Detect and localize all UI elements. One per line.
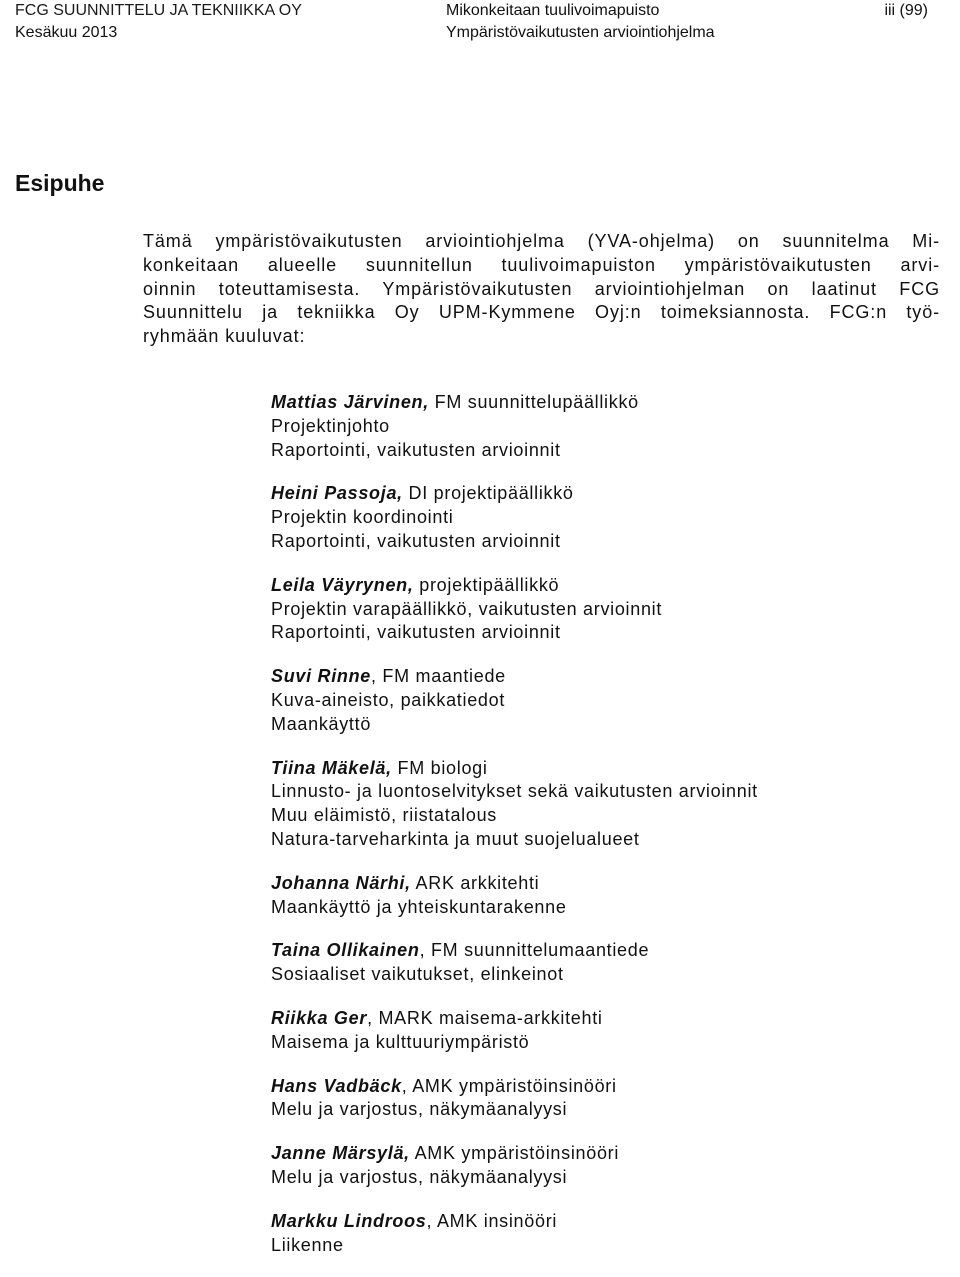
member-role: Projektinjohto [271, 415, 390, 436]
team-list [271, 391, 931, 1277]
member-title: projektipäällikkö [413, 574, 560, 595]
member-role: Projektin varapäällikkö, vaikutusten arvioinnit [271, 598, 663, 619]
member-name: Tiina Mäkelä, [271, 757, 392, 778]
member-title: FM biologi [391, 757, 488, 778]
member-heading [271, 872, 931, 896]
member-heading [271, 939, 931, 963]
member-role: Melu ja varjostus, näkymäanalyysi [271, 1099, 568, 1120]
team-member [271, 665, 931, 736]
member-heading [271, 1142, 931, 1166]
member-title: , FM suunnittelumaantiede [419, 940, 650, 961]
member-role: Liikenne [271, 1234, 344, 1255]
member-role: Natura-tarveharkinta ja muut suojelualueet [271, 828, 640, 849]
member-title: , FM maantiede [371, 666, 506, 687]
member-title: AMK ympäristöinsinööri [409, 1143, 620, 1164]
member-role: Sosiaaliset vaikutukset, elinkeinot [271, 964, 564, 985]
team-member [271, 939, 931, 987]
member-title: , AMK insinööri [426, 1210, 558, 1231]
member-name: Suvi Rinne [271, 666, 372, 687]
team-member [271, 1007, 931, 1055]
member-title: ARK arkkitehti [410, 872, 540, 893]
member-role: Maankäyttö ja yhteiskuntarakenne [271, 896, 567, 917]
member-name: Mattias Järvinen, [271, 392, 429, 412]
member-role: Raportointi, vaikutusten arvioinnit [271, 622, 561, 643]
team-member [271, 482, 931, 553]
header-left [15, 0, 302, 44]
member-title: , AMK ympäristöinsinööri [401, 1075, 617, 1096]
page-number: iii (99) [884, 2, 928, 19]
member-role: Linnusto- ja luontoselvitykset sekä vaikutusten arvioinnit [271, 781, 758, 802]
intro-line: ryhmään kuuluvat: [143, 326, 306, 347]
member-name: Janne Märsylä, [271, 1143, 410, 1164]
member-heading [271, 1210, 931, 1234]
team-member [271, 391, 931, 462]
member-role: Raportointi, vaikutusten arvioinnit [271, 439, 561, 460]
intro-line: konkeitaan alueelle suunnitellun tuulivoimapuiston ympäristövaikutusten arvi- [143, 254, 940, 275]
member-name: Heini Passoja, [271, 483, 403, 504]
member-role: Raportointi, vaikutusten arvioinnit [271, 530, 561, 551]
member-heading [271, 391, 931, 415]
header-center [446, 0, 715, 44]
member-heading [271, 1007, 931, 1031]
member-heading [271, 574, 931, 598]
member-heading [271, 482, 931, 506]
company-name: FCG SUUNNITTELU JA TEKNIIKKA OY [15, 2, 302, 19]
member-title: DI projektipäällikkö [402, 483, 574, 504]
member-heading [271, 665, 931, 689]
member-heading [271, 757, 931, 781]
page-header [0, 0, 960, 60]
team-member [271, 872, 931, 920]
intro-paragraph [143, 230, 940, 349]
page-title: Esipuhe [15, 170, 105, 196]
member-name: Markku Lindroos [271, 1210, 427, 1231]
intro-line: Suunnittelu ja tekniikka Oy UPM-Kymmene Oyj:n toimeksiannosta. FCG:n työ- [143, 302, 940, 323]
project-name: Mikonkeitaan tuulivoimapuisto [446, 2, 660, 19]
team-member [271, 574, 931, 645]
team-member [271, 1210, 931, 1258]
member-role: Projektin koordinointi [271, 507, 454, 528]
team-member [271, 757, 931, 852]
member-role: Maisema ja kulttuuriympäristö [271, 1031, 530, 1052]
member-role: Kuva-aineisto, paikkatiedot [271, 689, 506, 710]
team-member [271, 1142, 931, 1190]
intro-line: oinnin toteuttamisesta. Ympäristövaikutusten arviointiohjelman on laatinut FCG [143, 278, 940, 299]
member-name: Johanna Närhi, [271, 872, 411, 893]
member-name: Hans Vadbäck [271, 1075, 402, 1096]
member-name: Taina Ollikainen [271, 940, 420, 961]
intro-line: Tämä ympäristövaikutusten arviointiohjelma (YVA-ohjelma) on suunnitelma Mi- [143, 231, 940, 251]
member-name: Leila Väyrynen, [271, 574, 414, 595]
member-role: Melu ja varjostus, näkymäanalyysi [271, 1166, 568, 1187]
document-name: Ympäristövaikutusten arviointiohjelma [446, 24, 715, 41]
member-name: Riikka Ger [271, 1007, 368, 1028]
member-role: Maankäyttö [271, 713, 372, 734]
member-title: FM suunnittelupäällikkö [428, 392, 639, 412]
document-date: Kesäkuu 2013 [15, 24, 118, 41]
member-heading [271, 1075, 931, 1099]
team-member [271, 1075, 931, 1123]
member-role: Muu eläimistö, riistatalous [271, 805, 497, 826]
member-title: , MARK maisema-arkkitehti [367, 1007, 603, 1028]
